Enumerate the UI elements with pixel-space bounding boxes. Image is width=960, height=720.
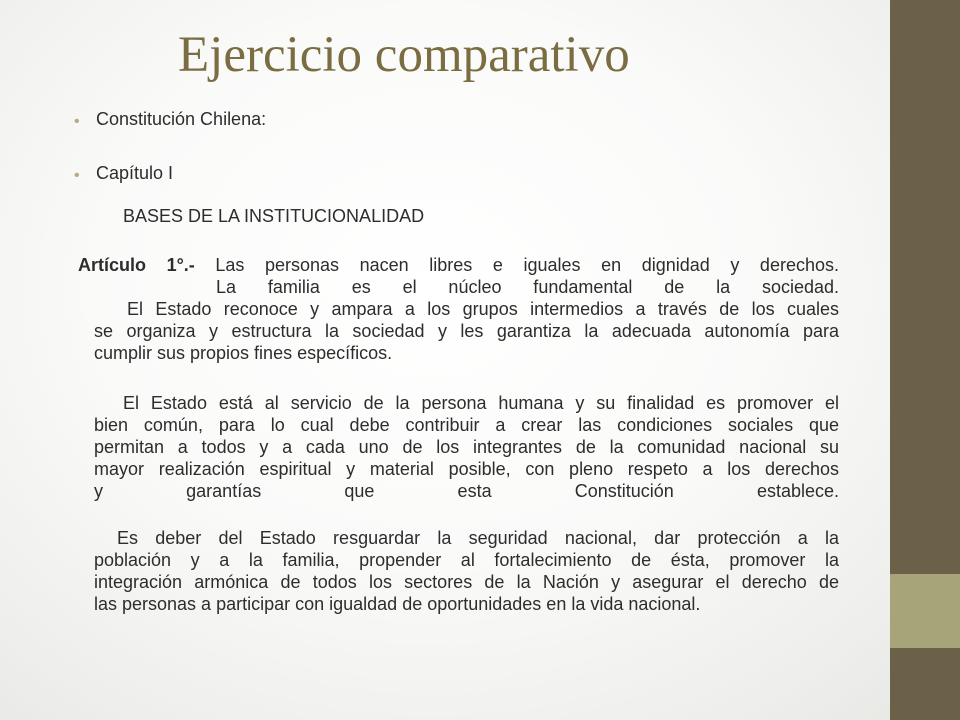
paragraph-line: cumplir sus propios fines específicos. (94, 343, 393, 363)
paragraph-line: población y a la familia, propender al fortalecimiento de ésta, promover la (94, 550, 839, 570)
paragraph-line: Es deber del Estado resguardar la seguridad nacional, dar protección a la (117, 528, 839, 548)
slide-title: Ejercicio comparativo (178, 27, 630, 83)
paragraph-line: bien común, para lo cual debe contribuir a crear las condiciones sociales que (94, 415, 839, 435)
paragraph-line: La familia es el núcleo fundamental de la sociedad. (216, 277, 839, 297)
side-bar-dark-bottom (890, 648, 960, 720)
section-heading: BASES DE LA INSTITUCIONALIDAD (123, 206, 425, 226)
paragraph-line: las personas a participar con igualdad de oportunidades en la vida nacional. (94, 594, 701, 614)
paragraph-line: y garantías que esta Constitución establece. (94, 481, 839, 501)
paragraph-line: permitan a todos y a cada uno de los integrantes de la comunidad nacional su (94, 437, 839, 457)
bullet-capitulo: Capítulo I (96, 163, 174, 183)
paragraph-line: Artículo 1°.- Las personas nacen libres e iguales en dignidad y derechos. (78, 255, 839, 275)
bullet-icon: • (74, 113, 80, 130)
paragraph-line: se organiza y estructura la sociedad y les garantiza la adecuada autonomía para (94, 321, 839, 341)
paragraph-line: El Estado reconoce y ampara a los grupos intermedios a través de los cuales (127, 299, 839, 319)
paragraph-line: mayor realización espiritual y material posible, con pleno respeto a los derechos (94, 459, 839, 479)
side-bar-dark-top (890, 0, 960, 574)
bullet-icon: • (74, 167, 80, 184)
paragraph-line: El Estado está al servicio de la persona humana y su finalidad es promover el (123, 393, 839, 413)
article-label: Artículo 1°.- (78, 255, 195, 275)
paragraph-line: integración armónica de todos los sectores de la Nación y asegurar el derecho de (94, 572, 839, 592)
bullet-constitucion: Constitución Chilena: (96, 109, 267, 129)
side-bar-accent (890, 574, 960, 648)
